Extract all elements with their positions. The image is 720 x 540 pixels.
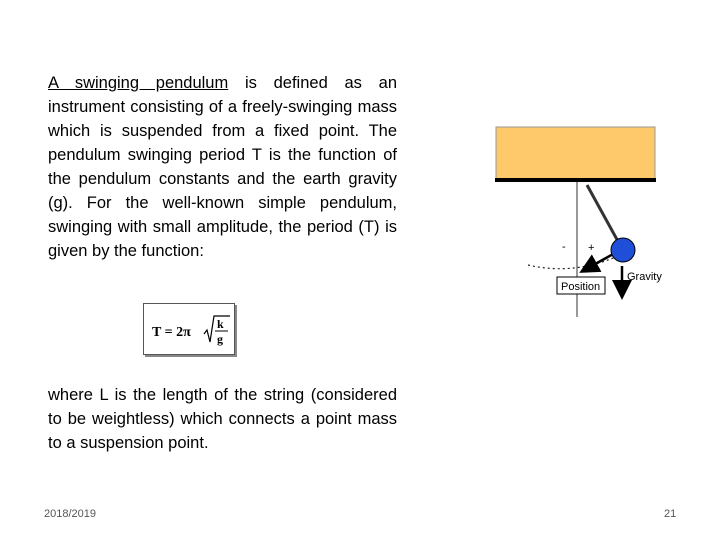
- pendulum-bob: [611, 238, 635, 262]
- position-label: Position: [561, 281, 601, 293]
- formula-lhs: T = 2π: [152, 325, 191, 340]
- term-swinging-pendulum: A swinging pendulum: [48, 74, 229, 92]
- definition-paragraph: [48, 71, 397, 263]
- ceiling-block: [496, 127, 655, 179]
- definition-text: is defined as an instrument consisting of a freely-swinging mass which is suspended from a fixed point. The pendulum swinging period T is the function of the pendulum constants and the earth gravity (g). For the well-known simple pendulum, swinging with small amplitude, the period (T) is given by the function:: [48, 74, 397, 260]
- formula-numerator: k: [217, 317, 224, 331]
- period-formula: [143, 303, 235, 355]
- minus-sign: -: [562, 241, 566, 253]
- pendulum-diagram: [490, 120, 690, 320]
- restoring-force-arrow: [588, 253, 615, 268]
- string-explanation-paragraph: where L is the length of the string (considered to be weightless) which connects a point mass to a suspension point.: [48, 386, 397, 452]
- page-number: 21: [664, 508, 677, 520]
- pendulum-string: [587, 185, 620, 245]
- formula-denominator: g: [217, 332, 223, 346]
- footer-date: 2018/2019: [44, 508, 96, 520]
- ceiling-bar: [495, 178, 656, 182]
- plus-sign: +: [588, 242, 595, 254]
- gravity-label: Gravity: [627, 271, 662, 283]
